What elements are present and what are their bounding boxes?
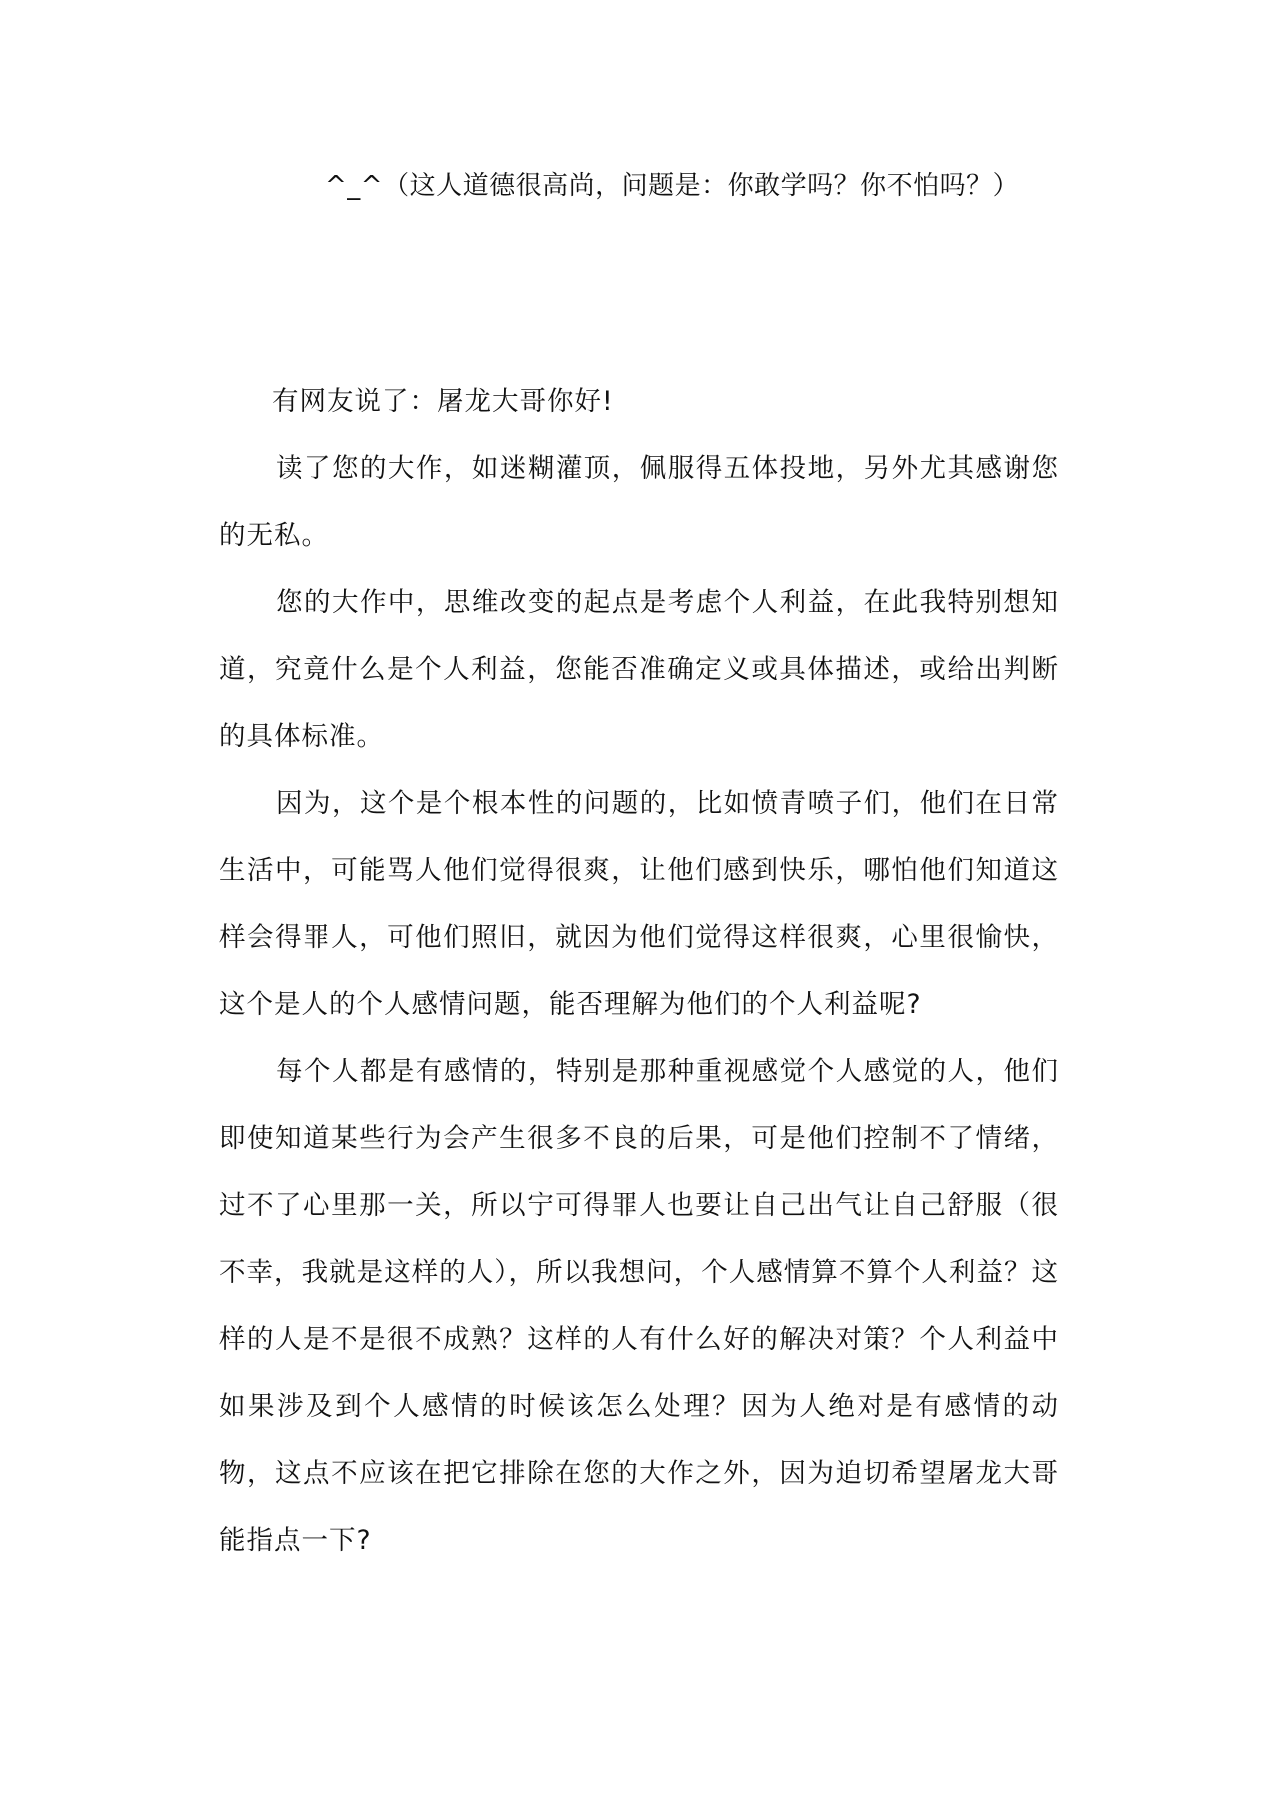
letter-body <box>219 368 1059 1574</box>
paragraph-1: 读了您的大作，如迷糊灌顶，佩服得五体投地，另外尤其感谢您的无私。 <box>219 453 1059 551</box>
paragraph-2: 您的大作中，思维改变的起点是考虑个人利益，在此我特别想知道，究竟什么是个人利益，您能否准确定义或具体描述，或给出判断的具体标准。 <box>219 587 1059 752</box>
paragraph-3: 因为，这个是个根本性的问题的，比如愤青喷子们，他们在日常生活中，可能骂人他们觉得很爽，让他们感到快乐，哪怕他们知道这样会得罪人，可他们照旧，就因为他们觉得这样很爽，心里很愉快，这个是人的个人感情问题，能否理解为他们的个人利益呢? <box>219 788 1059 1020</box>
letter-greeting: 有网友说了：屠龙大哥你好! <box>272 386 614 417</box>
author-remark: ^_^（这人道德很高尚，问题是：你敢学吗？你不怕吗？） <box>325 171 1020 201</box>
paragraph-4: 每个人都是有感情的，特别是那种重视感觉个人感觉的人，他们即使知道某些行为会产生很多不良的后果，可是他们控制不了情绪，过不了心里那一关，所以宁可得罪人也要让自己出气让自己舒服（很不幸，我就是这样的人），所以我想问，个人感情算不算个人利益？这样的人是不是很不成熟？这样的人有什么好的解决对策？个人利益中如果涉及到个人感情的时候该怎么处理？因为人绝对是有感情的动物，这点不应该在把它排除在您的大作之外，因为迫切希望屠龙大哥能指点一下? <box>219 1056 1059 1556</box>
